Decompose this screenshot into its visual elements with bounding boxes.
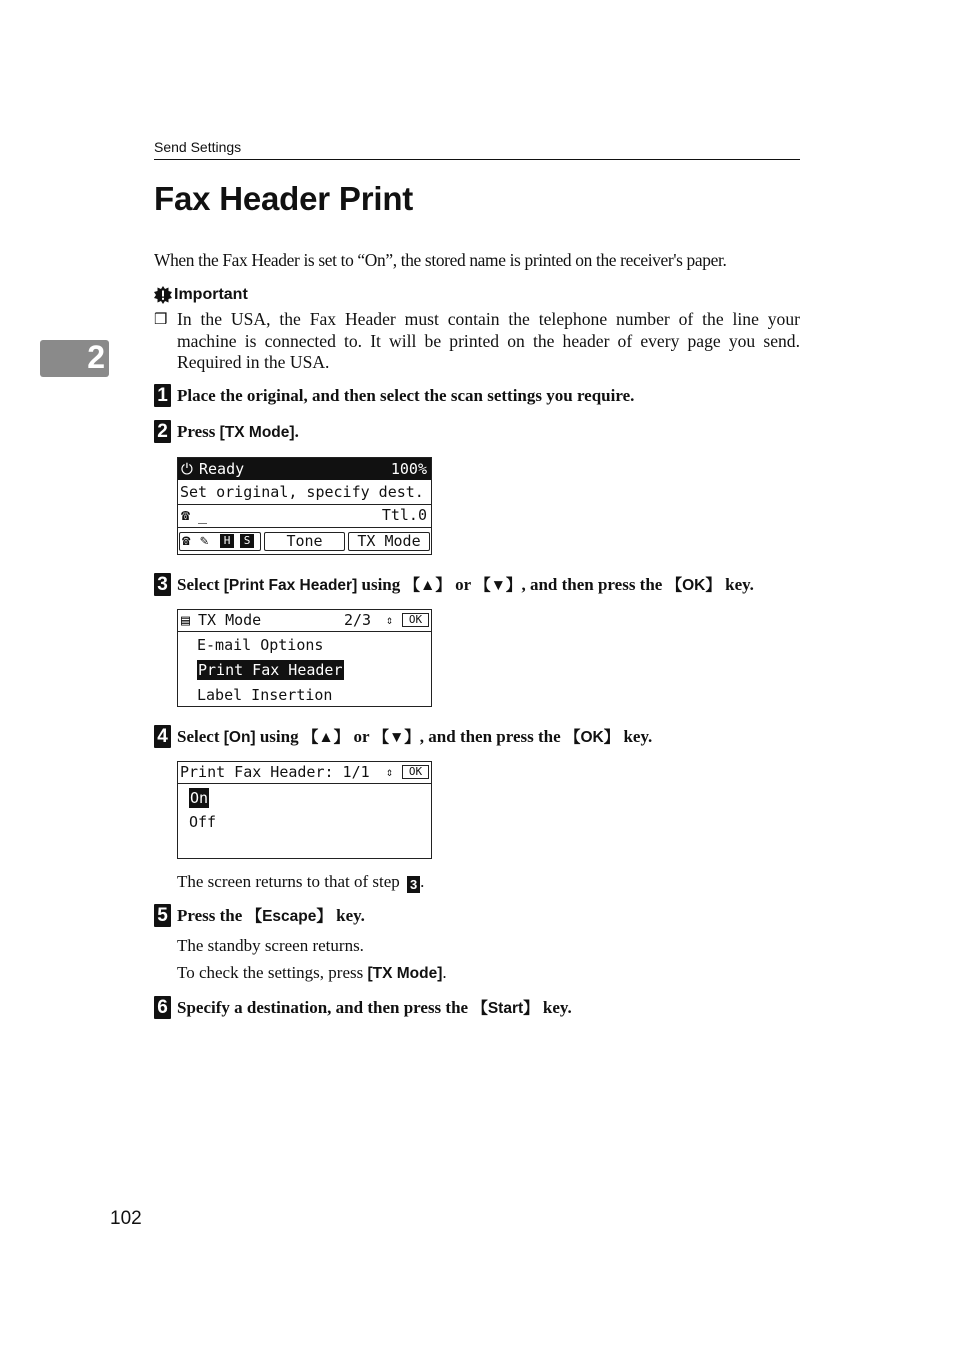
ok-icon: OK (402, 613, 429, 627)
total-count: Ttl.0 (381, 506, 427, 524)
option-on[interactable]: On (190, 789, 209, 807)
dest-cursor: _ (198, 506, 208, 524)
up-down-icon: ⇕ (386, 613, 394, 627)
important-label: Important (174, 286, 248, 303)
key-up: 【▲】 (302, 729, 350, 746)
step-text: Specify a destination, and then press the 【Start】 key. (177, 998, 572, 1017)
key-ok: 【OK】 (666, 577, 721, 594)
step-ref: 3 (407, 876, 420, 893)
important-icon (154, 286, 172, 304)
running-head: Send Settings (154, 139, 242, 155)
key-start: 【Start】 (472, 1000, 539, 1017)
phone-icon: ☎ (181, 506, 191, 524)
menu-item-print-fax-header[interactable]: Print Fax Header (198, 661, 343, 679)
key-on: [On] (223, 729, 256, 746)
step-4-result: The screen returns to that of step 3 . (177, 872, 425, 892)
chapter-number: 2 (87, 339, 105, 375)
tone-button[interactable]: Tone (264, 532, 345, 551)
option-off[interactable]: Off (189, 813, 217, 831)
step-5-result-1: The standby screen returns. (177, 936, 364, 955)
lcd-title-bar (178, 762, 431, 784)
step-4 (154, 725, 652, 750)
ok-icon: OK (402, 765, 429, 779)
key-escape: 【Escape】 (246, 908, 332, 925)
key-ok: 【OK】 (564, 729, 620, 746)
lcd-title-bar (178, 610, 431, 632)
menu-item-label-insertion[interactable]: Label Insertion (197, 686, 333, 704)
step-number: 3 (154, 573, 171, 596)
lcd-line-3 (178, 505, 431, 528)
step-number: 6 (154, 996, 171, 1019)
lcd-title: Print Fax Header: 1/1 (180, 763, 370, 781)
step-number: 2 (154, 420, 171, 443)
lcd-line-2: Set original, specify dest. (178, 482, 431, 505)
page-indicator: 2/3 (344, 611, 372, 629)
step-1 (154, 384, 634, 408)
chapter-tab (40, 340, 109, 377)
menu-icon: ▤ (181, 611, 191, 629)
lcd-button-row (178, 531, 431, 553)
step-number: 5 (154, 904, 171, 927)
up-down-icon: ⇕ (386, 765, 394, 779)
s-icon: S (240, 534, 254, 548)
step-text: Press the 【Escape】 key. (177, 906, 365, 925)
step-text: Select [On] using 【▲】 or 【▼】, and then press the 【OK】 key. (177, 727, 653, 746)
step-number: 1 (154, 384, 171, 407)
step-5-result-2: To check the settings, press [TX Mode]. (177, 963, 447, 982)
key-down: 【▼】 (373, 729, 420, 746)
phone-icon: ☎ (182, 533, 191, 549)
h-icon: H (220, 534, 234, 548)
step-text: Place the original, and then select the scan settings you require. (177, 386, 635, 405)
key-print-fax-header: [Print Fax Header] (223, 577, 358, 594)
step-5 (154, 904, 365, 929)
status-text: Ready (199, 460, 245, 478)
zoom-value: 100% (390, 460, 427, 478)
key-tx-mode: [TX Mode] (367, 965, 443, 982)
important-heading (154, 286, 248, 304)
lcd-screen-print-fax-header (177, 761, 432, 859)
lcd-title: TX Mode (198, 611, 262, 629)
lcd-screen-standby (177, 457, 432, 555)
important-note: In the USA, the Fax Header must contain the telephone number of the line your machine is connected to. It will be printed on the header of every page you send. Required in the USA. (177, 309, 800, 372)
checkbox-bullet: ❒ (154, 312, 168, 328)
step-2 (154, 420, 299, 445)
step-text: Select [Print Fax Header] using 【▲】 or 【▼】, and then press the 【OK】 key. (177, 575, 754, 594)
menu-item-email-options[interactable]: E-mail Options (197, 636, 324, 654)
header-rule (154, 159, 800, 160)
key-tx-mode: [TX Mode] (219, 424, 295, 441)
intro-paragraph: When the Fax Header is set to “On”, the stored name is printed on the receiver's paper. (154, 250, 727, 270)
step-3 (154, 573, 754, 598)
page-title: Fax Header Print (154, 180, 414, 217)
step-6 (154, 996, 572, 1021)
step-number: 4 (154, 725, 171, 748)
lcd-status-bar (178, 458, 431, 480)
hook-icon: ✎ (200, 533, 209, 549)
page-number: 102 (110, 1208, 142, 1229)
step-text: Press [TX Mode]. (177, 422, 299, 441)
key-up: 【▲】 (404, 577, 451, 594)
key-down: 【▼】 (475, 577, 522, 594)
mode-icons-button[interactable] (179, 532, 261, 551)
power-icon: ⏻ (181, 460, 193, 478)
tx-mode-button[interactable]: TX Mode (348, 532, 430, 551)
lcd-screen-tx-mode (177, 609, 432, 707)
